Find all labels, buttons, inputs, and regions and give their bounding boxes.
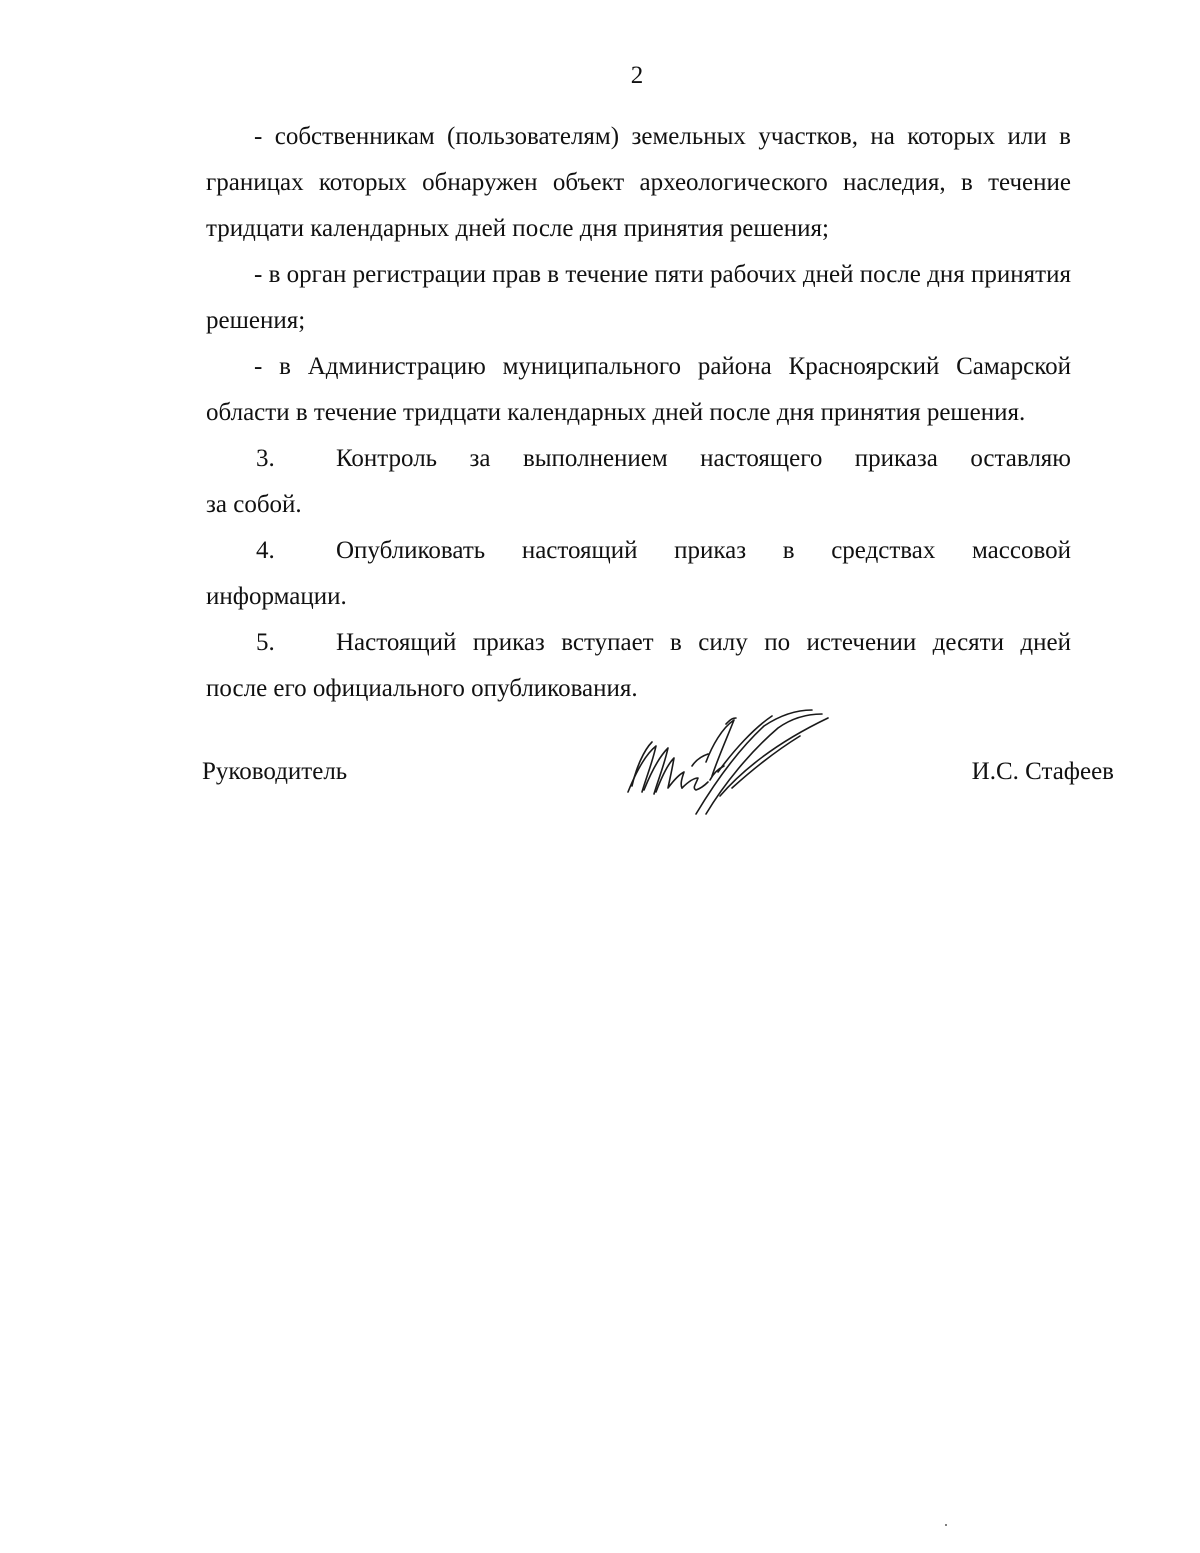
list-item-word: десяти (932, 629, 1004, 656)
list-item-words (336, 528, 1071, 574)
list-item-word: дней (1020, 629, 1071, 656)
list-item-word: Контроль (336, 445, 438, 472)
list-item-word: в (782, 537, 795, 564)
page-number: 2 (630, 62, 644, 89)
handwritten-signature-icon (622, 706, 834, 818)
list-item (206, 436, 1071, 528)
list-item-continuation: за собой. (206, 491, 302, 518)
list-item-word: за (469, 445, 491, 472)
list-item-word: массовой (972, 537, 1071, 564)
list-item-word: Настоящий (336, 629, 457, 656)
list-item-word: по (764, 629, 791, 656)
list-item-number: 5. (256, 629, 275, 656)
list-item-word: в (670, 629, 682, 656)
scan-speck (945, 1524, 947, 1526)
list-item-continuation: информации. (206, 583, 347, 610)
list-item-word: настоящего (700, 445, 823, 472)
list-item-word: настоящий (521, 537, 638, 564)
list-item-word: оставляю (970, 445, 1071, 472)
list-item-number: 4. (256, 537, 275, 564)
list-item-first-line (206, 436, 1071, 482)
document-body (206, 114, 1071, 712)
list-item-first-line (206, 528, 1071, 574)
paragraph-administration: - в Администрацию муниципального района Красноярский Самарской области в течение тридцати календарных дней после дня принятия решения. (206, 353, 1071, 426)
list-item-word: Опубликовать (336, 537, 486, 564)
list-item-number: 3. (256, 445, 275, 472)
list-item-word: силу (698, 629, 748, 656)
list-item-continuation: после его официального опубликования. (206, 675, 638, 702)
paragraph-registration-authority: - в орган регистрации прав в течение пяти рабочих дней после дня принятия решения; (206, 261, 1071, 334)
list-item-words (336, 436, 1071, 482)
signer-name: И.С. Стафеев (971, 758, 1114, 785)
list-item-words (336, 620, 1071, 666)
list-item-word: выполнением (522, 445, 668, 472)
paragraph-owners: - собственникам (пользователям) земельных участков, на которых или в границах которых обнаружен объект археологического наследия, в течение тридцати календарных дней после дня принятия решения; (206, 123, 1071, 242)
list-item-first-line (206, 620, 1071, 666)
list-item-word: истечении (806, 629, 917, 656)
list-item (206, 620, 1071, 712)
position-title: Руководитель (202, 758, 348, 785)
list-item-word: приказа (854, 445, 938, 472)
list-item-word: приказ (674, 537, 747, 564)
list-item-word: средствах (831, 537, 936, 564)
list-item (206, 528, 1071, 620)
list-item-word: вступает (561, 629, 654, 656)
list-item-word: приказ (472, 629, 545, 656)
